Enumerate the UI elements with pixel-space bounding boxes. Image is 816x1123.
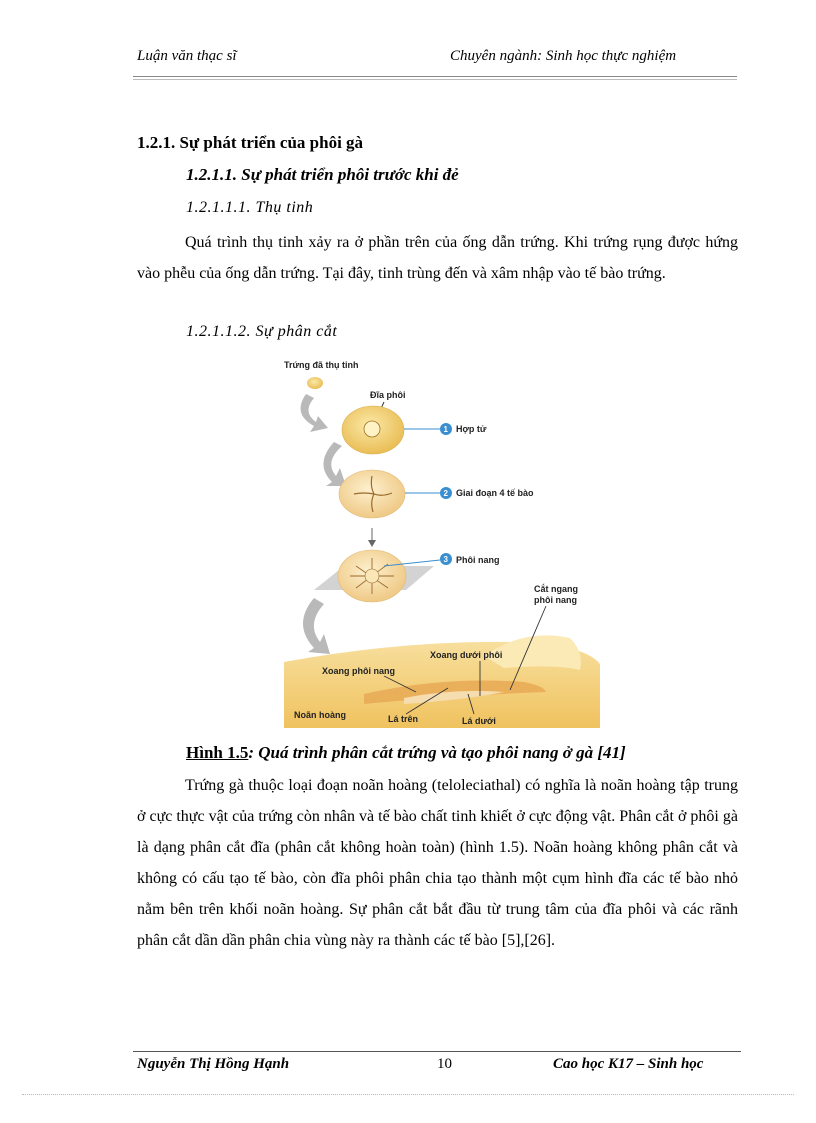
caption-label: Hình 1.5 xyxy=(186,743,249,762)
sub1-text: Quá trình thụ tinh xảy ra ở phần trên của ống dẫn trứng. Khi trứng rụng được hứng vào phễu của ống dẫn trứng. Tại đây, tinh trùng đến và xâm nhập vào tế bào trứng. xyxy=(137,234,738,282)
figure-caption xyxy=(186,743,626,763)
yolk-label: Noãn hoàng xyxy=(294,710,346,720)
header-right: Chuyên ngành: Sinh học thực nghiệm xyxy=(450,48,677,64)
epiblast-label: Lá trên xyxy=(388,714,419,724)
step3-label: Phôi nang xyxy=(456,555,500,565)
sub1-paragraph xyxy=(137,227,738,289)
body-paragraph xyxy=(137,770,738,956)
header-left: Luận văn thạc sĩ xyxy=(137,48,237,64)
page-edge-dots xyxy=(22,1094,794,1095)
curved-arrow-1 xyxy=(301,394,328,432)
step3-number: 3 xyxy=(443,555,448,564)
footer-author: Nguyễn Thị Hồng Hạnh xyxy=(137,1056,290,1072)
curved-arrow-2 xyxy=(323,442,346,486)
header-divider-2 xyxy=(133,79,737,80)
blastodisc xyxy=(364,421,380,437)
cleavage-figure xyxy=(284,352,600,728)
cross-section-label-2: phôi nang xyxy=(534,595,577,605)
down-arrow-head xyxy=(368,540,376,547)
step1-label: Hợp tử xyxy=(456,424,487,434)
header-divider xyxy=(133,76,737,77)
hypoblast-label: Lá dưới xyxy=(462,716,496,726)
fertilized-egg xyxy=(307,377,323,389)
step1-number: 1 xyxy=(443,425,448,434)
sub2-title: 1.2.1.1.2. Sự phân cắt xyxy=(186,323,338,340)
curved-arrow-3 xyxy=(303,598,330,654)
blastodisc-label: Đĩa phôi xyxy=(370,390,406,400)
subsection-heading: 1.2.1.1. Sự phát triển phôi trước khi đẻ xyxy=(186,165,459,184)
section-heading: 1.2.1. Sự phát triển của phôi gà xyxy=(137,133,364,152)
fertilized-egg-label: Trứng đã thụ tinh xyxy=(284,360,359,370)
footer-course: Cao học K17 – Sinh học xyxy=(553,1056,704,1072)
sub1-title: 1.2.1.1.1. Thụ tinh xyxy=(186,199,314,216)
footer-divider xyxy=(133,1051,741,1052)
step2-label: Giai đoạn 4 tế bào xyxy=(456,488,534,498)
caption-text: : Quá trình phân cắt trứng và tạo phôi nang ở gà [41] xyxy=(248,743,626,762)
cross-section-label-1: Cắt ngang xyxy=(534,584,578,594)
blastula-center xyxy=(365,569,379,583)
blastocoel-label: Xoang phôi nang xyxy=(322,666,395,676)
subgerminal-label: Xoang dưới phôi xyxy=(430,650,503,660)
step2-number: 2 xyxy=(443,489,448,498)
body-text: Trứng gà thuộc loại đoạn noãn hoàng (teloleciathal) có nghĩa là noãn hoàng tập trung ở cực thực vật của trứng còn nhân và tế bào chất tinh khiết ở cực động vật. Phân cắt ở phôi gà là dạng phân cắt đĩa (phân cắt không hoàn toàn) (hình 1.5). Noãn hoàng không phân cắt và không có cấu tạo tế bào, còn đĩa phôi phân chia tạo thành một cụm hình đĩa các tế bào nhỏ nằm bên trên khối noãn hoàng. Sự phân cắt bắt đầu từ trung tâm của đĩa phôi và các rãnh phân cắt dần dần phân chia vùng này ra thành các tế bào [5],[26]. xyxy=(137,777,738,949)
page-number: 10 xyxy=(437,1056,452,1072)
